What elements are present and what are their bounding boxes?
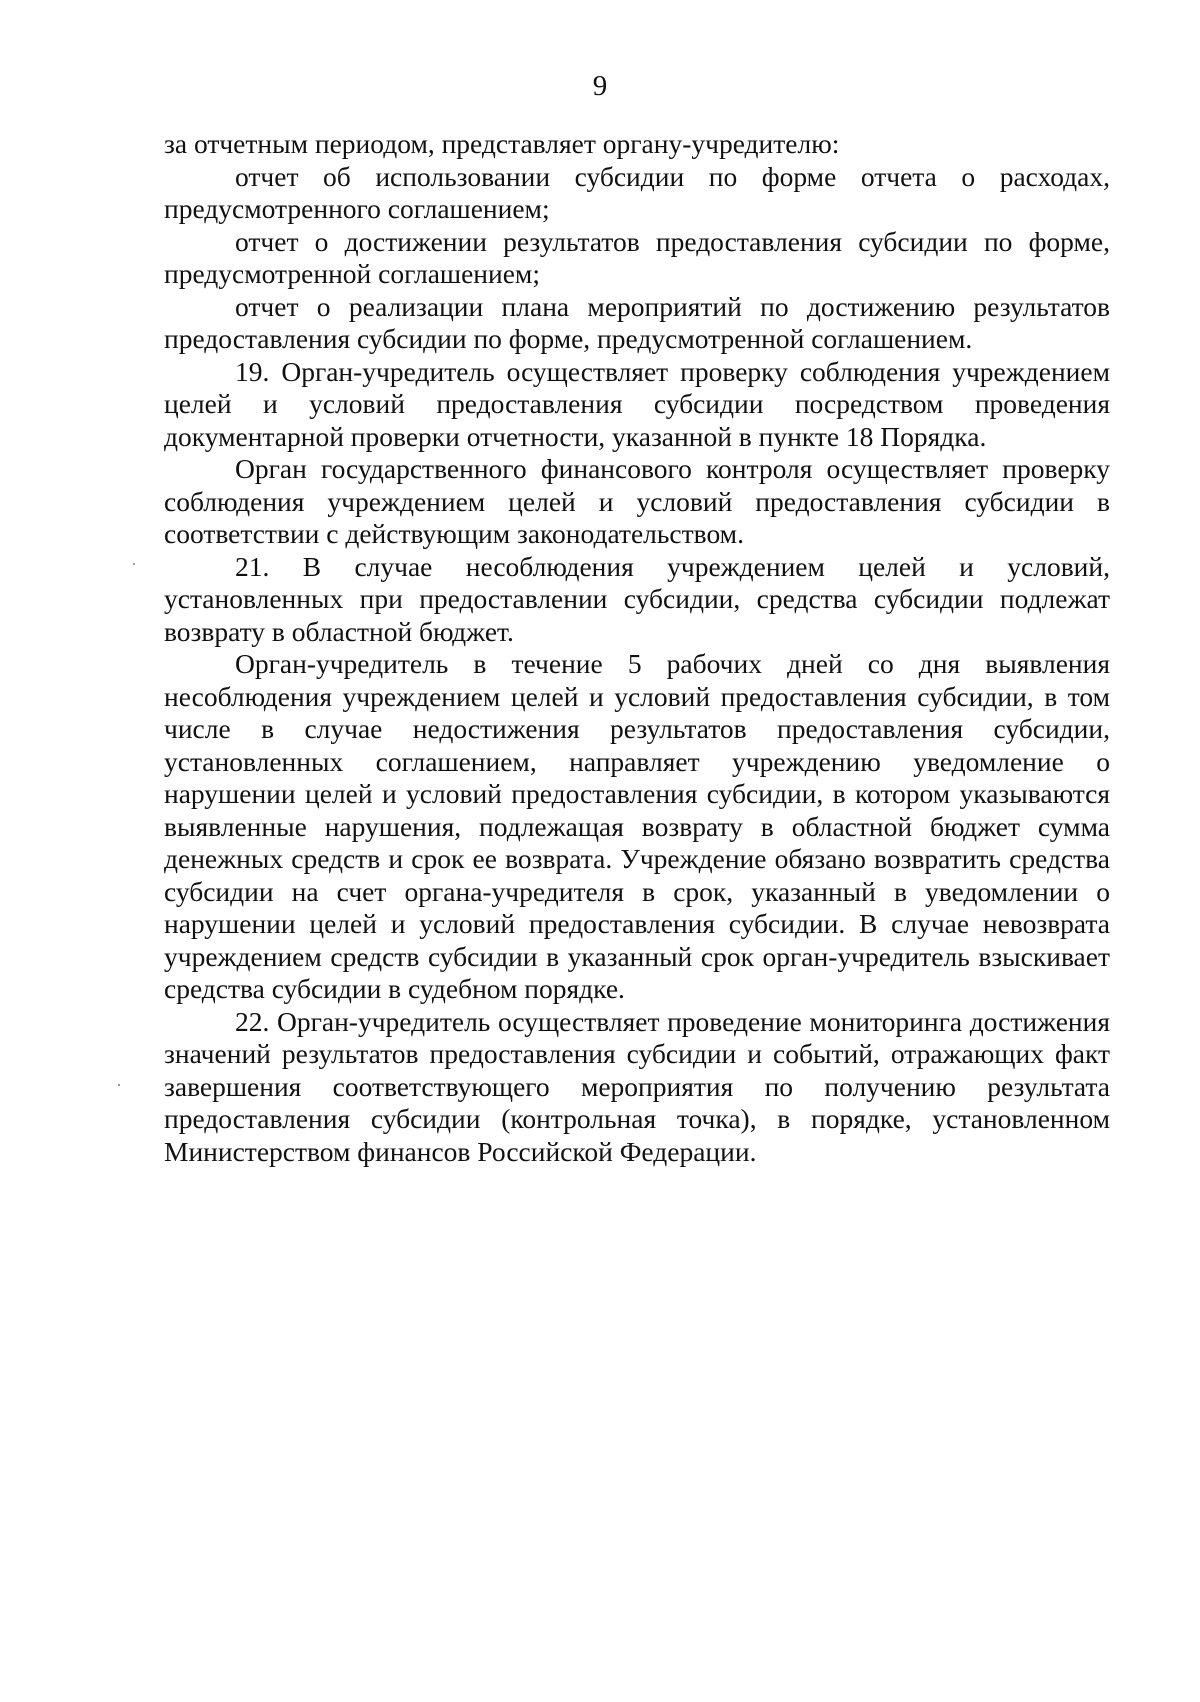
paragraph-item-19: 19. Орган-учредитель осуществляет проверку соблюдения учреждением целей и условий предоставления субсидии посредством проведения документарной проверки отчетности, указанной в пункте 18 Порядка. [164, 355, 1110, 452]
paragraph-results-report: отчет о достижении результатов предоставления субсидии по форме, предусмотренной соглашением; [164, 225, 1110, 289]
paragraph-item-21: 21. В случае несоблюдения учреждением целей и условий, установленных при предоставлении субсидии, средства субсидии подлежат возврату в областной бюджет. [164, 550, 1110, 647]
document-body [164, 128, 1110, 1168]
paragraph-item-22: 22. Орган-учредитель осуществляет проведение мониторинга достижения значений результатов предоставления субсидии и событий, отражающих факт завершения соответствующего мероприятия по получению результата предоставления субсидии (контрольная точка), в порядке, установленном Министерством финансов Российской Федерации. [164, 1005, 1110, 1167]
paragraph-notification: Орган-учредитель в течение 5 рабочих дней со дня выявления несоблюдения учреждением целей и условий предоставления субсидии, в том числе в случае недостижения результатов предоставления субсидии, установленных соглашением, направляет учреждению уведомление о нарушении целей и условий предоставления субсидии, в котором указываются выявленные нарушения, подлежащая возврату в областной бюджет сумма денежных средств и срок ее возврата. Учреждение обязано возвратить средства субсидии на счет органа-учредителя в срок, указанный в уведомлении о нарушении целей и условий предоставления субсидии. В случае невозврата учреждением средств субсидии в указанный срок орган-учредитель взыскивает средства субсидии в судебном порядке. [164, 648, 1110, 1004]
paragraph-financial-control: Орган государственного финансового контроля осуществляет проверку соблюдения учреждением целей и условий предоставления субсидии в соответствии с действующим законодательством. [164, 453, 1110, 549]
scan-speck [133, 563, 135, 565]
scan-speck [118, 1084, 120, 1086]
paragraph-expense-report: отчет об использовании субсидии по форме отчета о расходах, предусмотренного соглашением; [164, 160, 1110, 224]
paragraph-continuation: за отчетным периодом, представляет органу-учредителю: [164, 128, 840, 159]
paragraph-plan-report: отчет о реализации плана мероприятий по достижению результатов предоставления субсидии по форме, предусмотренной соглашением. [164, 290, 1110, 354]
page-number: 9 [592, 70, 608, 102]
